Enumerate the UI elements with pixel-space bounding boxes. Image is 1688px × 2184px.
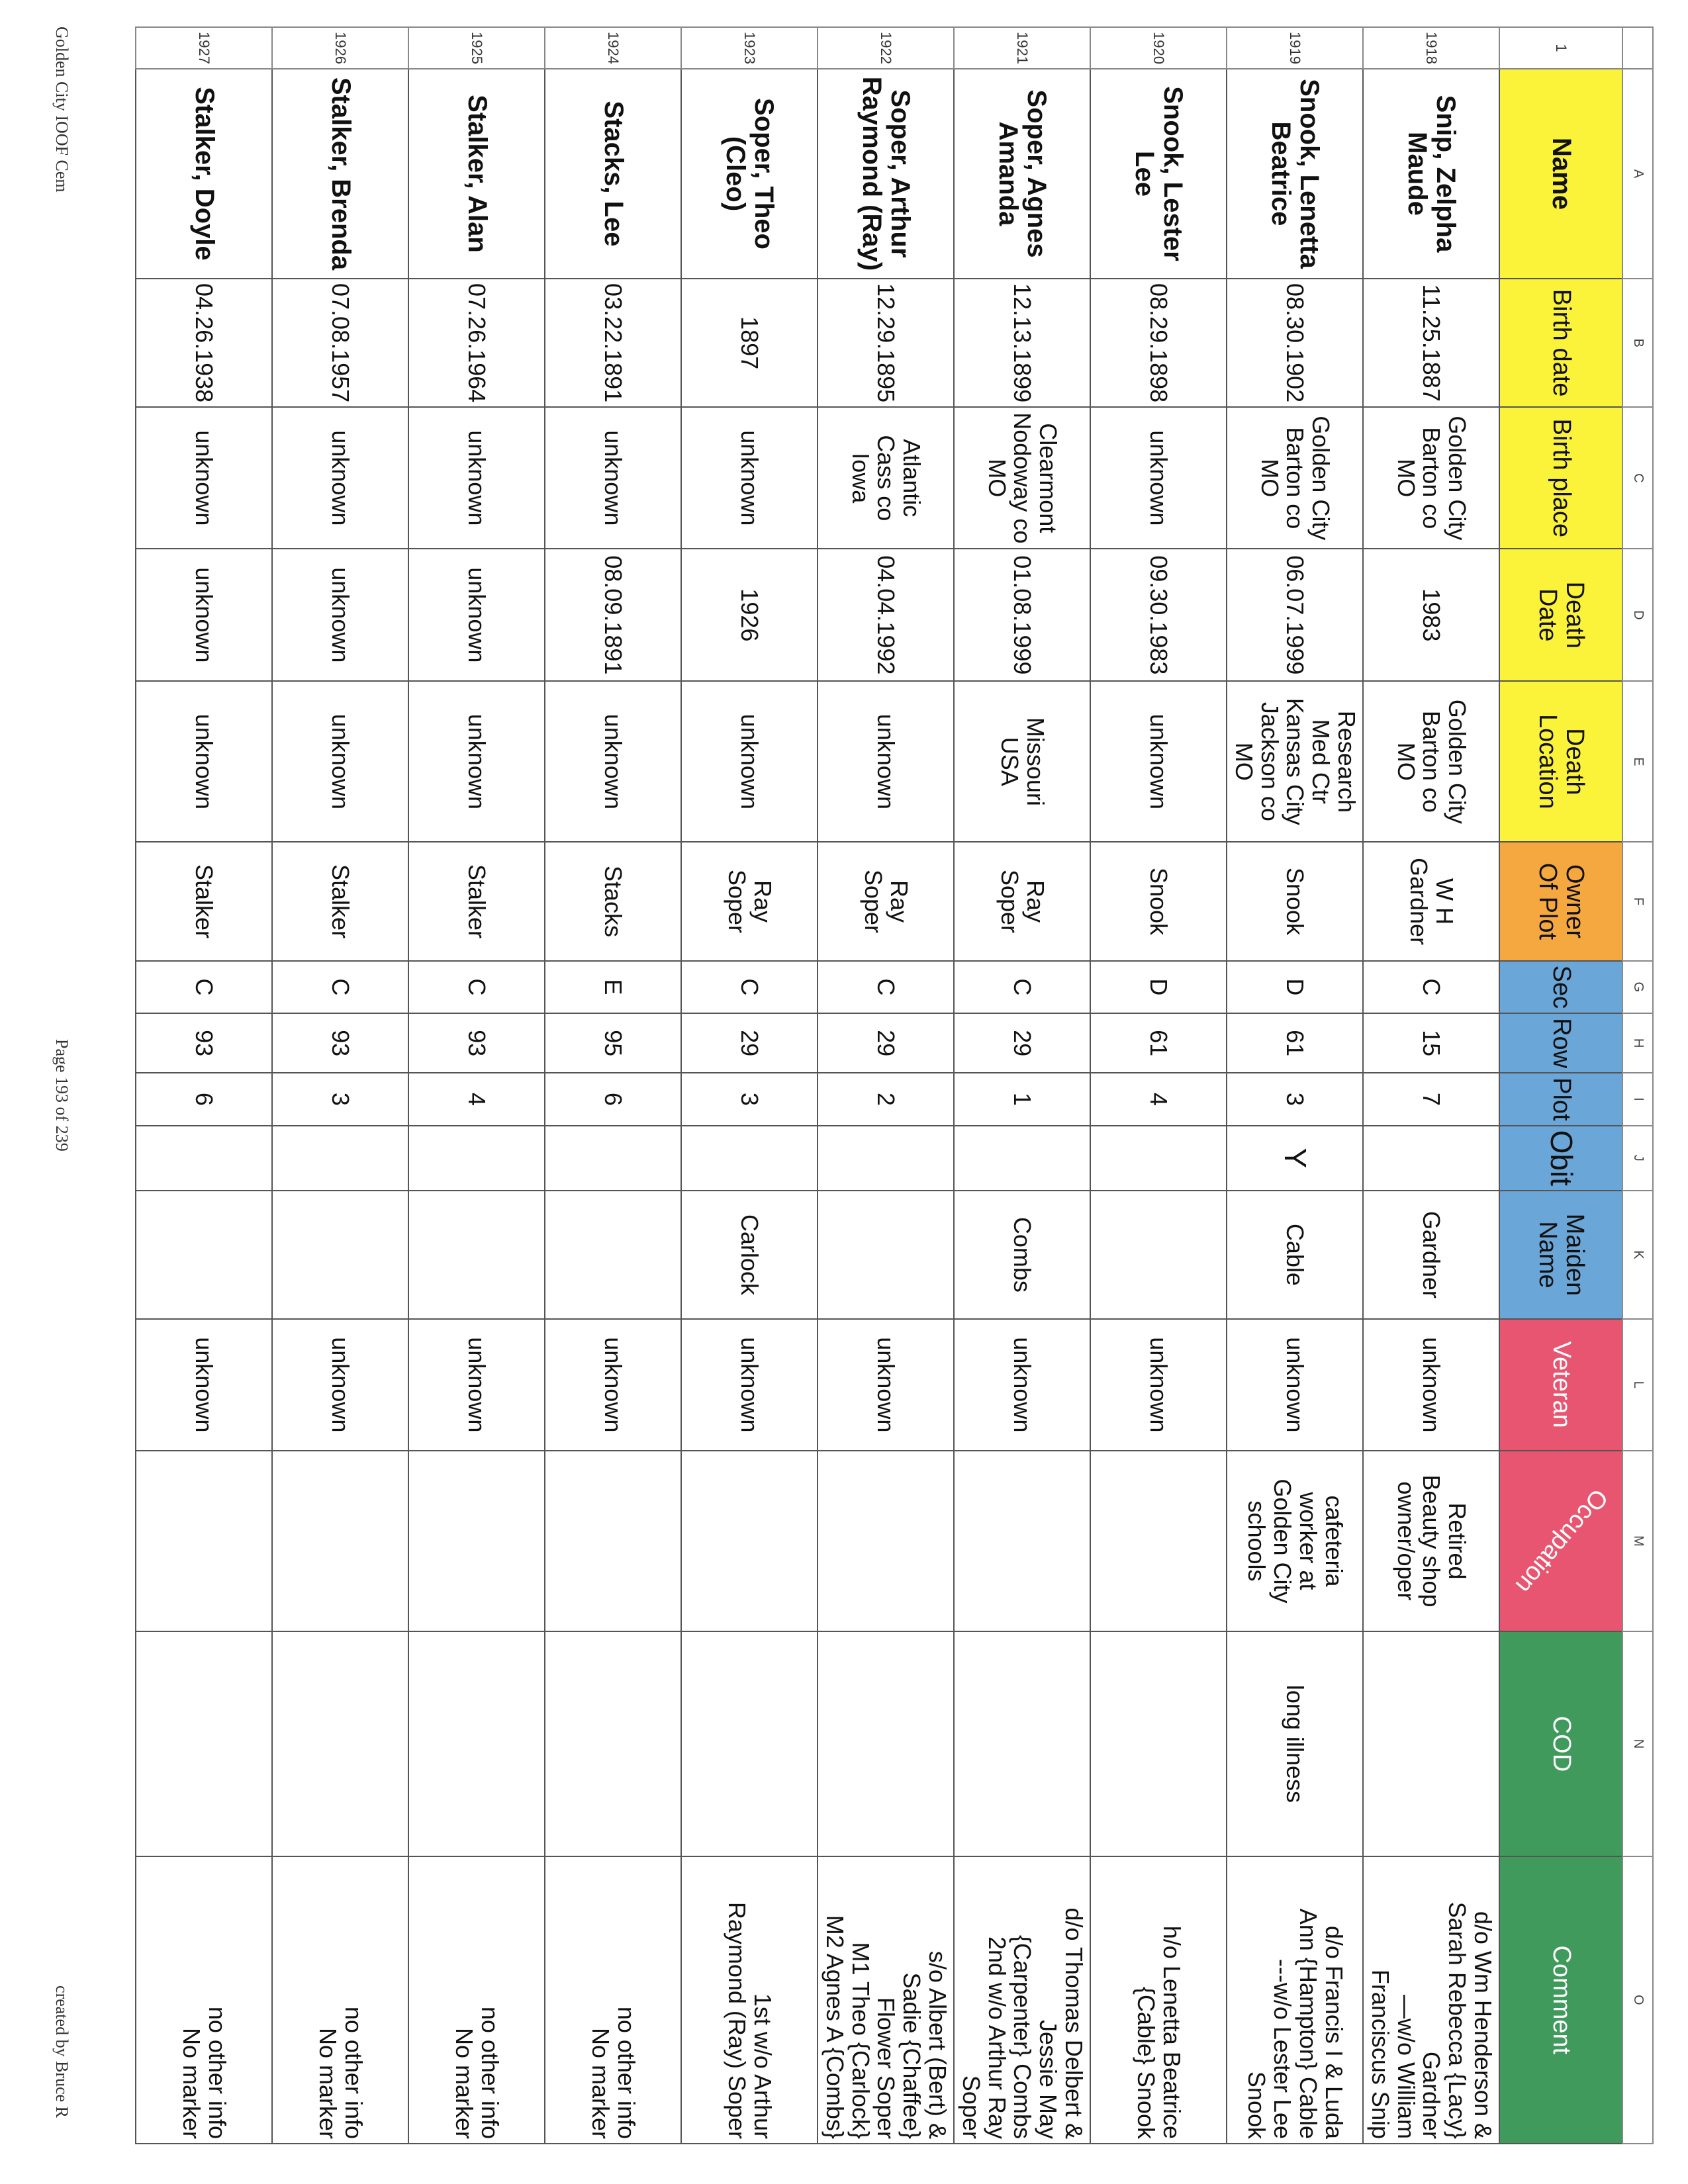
header-owner-of-plot: Owner Of Plot <box>1499 842 1622 960</box>
cell-plot: 3 <box>1227 1073 1363 1125</box>
cell-maiden-name <box>408 1191 545 1319</box>
header-obit: Obit <box>1499 1126 1622 1191</box>
header-row <box>1499 27 1622 2144</box>
cell-plot: 3 <box>681 1073 818 1125</box>
cell-death-location: unknown <box>818 681 954 842</box>
cell-obit <box>818 1126 954 1191</box>
cell-death-date: 04.04.1992 <box>818 549 954 681</box>
cell-owner-of-plot: Stacks <box>545 842 681 960</box>
cell-cod <box>272 1631 408 1856</box>
cell-occupation <box>1090 1451 1227 1631</box>
cell-sec: C <box>1363 961 1499 1013</box>
row-number: 1926 <box>272 27 408 69</box>
cell-obit <box>681 1126 818 1191</box>
cell-obit <box>272 1126 408 1191</box>
cell-veteran: unknown <box>408 1319 545 1451</box>
cell-sec: D <box>1090 961 1227 1013</box>
cell-name: Stalker, Doyle <box>136 69 272 279</box>
cell-sec: C <box>818 961 954 1013</box>
cell-owner-of-plot: W H Gardner <box>1363 842 1499 960</box>
cell-row: 29 <box>681 1013 818 1073</box>
cell-death-date: 1983 <box>1363 549 1499 681</box>
cell-death-date: 09.30.1983 <box>1090 549 1227 681</box>
cell-comment: no other info No marker <box>408 1856 545 2144</box>
column-letter: F <box>1622 842 1653 960</box>
row-number: 1919 <box>1227 27 1363 69</box>
cell-name: Stalker, Brenda <box>272 69 408 279</box>
table-row <box>408 27 545 2144</box>
cell-death-location: unknown <box>272 681 408 842</box>
cell-cod: long illness <box>1227 1631 1363 1856</box>
table-row <box>1363 27 1499 2144</box>
cell-death-location: Missouri USA <box>954 681 1090 842</box>
cell-birth-place: unknown <box>545 407 681 549</box>
cell-comment: d/o Thomas Delbert & Jessie May {Carpenter} Combs 2nd w/o Arthur Ray Soper <box>954 1856 1090 2144</box>
row-number: 1921 <box>954 27 1090 69</box>
cell-veteran: unknown <box>818 1319 954 1451</box>
cell-owner-of-plot: Snook <box>1227 842 1363 960</box>
header-sec: Sec <box>1499 961 1622 1013</box>
column-letter: J <box>1622 1126 1653 1191</box>
cell-death-date: unknown <box>272 549 408 681</box>
cell-name: Stacks, Lee <box>545 69 681 279</box>
header-death-location: Death Location <box>1499 681 1622 842</box>
column-letter: H <box>1622 1013 1653 1073</box>
cell-owner-of-plot: Ray Soper <box>818 842 954 960</box>
cell-maiden-name <box>1090 1191 1227 1319</box>
cell-maiden-name: Gardner <box>1363 1191 1499 1319</box>
cell-comment: no other info No marker <box>136 1856 272 2144</box>
cell-obit <box>136 1126 272 1191</box>
footer-cemetery-name: Golden City IOOF Cem <box>52 26 71 193</box>
cell-row: 93 <box>272 1013 408 1073</box>
cell-comment: d/o Wm Henderson & Sarah Rebecca {Lacy} Gardner —w/o William Franciscus Snip <box>1363 1856 1499 2144</box>
cell-death-location: Research Med Ctr Kansas City Jackson co MO <box>1227 681 1363 842</box>
cell-birth-date: 03.22.1891 <box>545 279 681 407</box>
cell-row: 61 <box>1227 1013 1363 1073</box>
cell-maiden-name <box>545 1191 681 1319</box>
header-birth-place: Birth place <box>1499 407 1622 549</box>
cell-row: 15 <box>1363 1013 1499 1073</box>
cell-cod <box>545 1631 681 1856</box>
cell-death-date: 01.08.1999 <box>954 549 1090 681</box>
cemetery-records-table <box>135 26 1654 2144</box>
row-number: 1922 <box>818 27 954 69</box>
row-number: 1927 <box>136 27 272 69</box>
cell-name: Stalker, Alan <box>408 69 545 279</box>
cell-cod <box>818 1631 954 1856</box>
cell-name: Snook, Lenetta Beatrice <box>1227 69 1363 279</box>
column-letter: B <box>1622 279 1653 407</box>
cell-birth-date: 08.30.1902 <box>1227 279 1363 407</box>
header-plot: Plot <box>1499 1073 1622 1125</box>
cell-veteran: unknown <box>681 1319 818 1451</box>
row-number: 1920 <box>1090 27 1227 69</box>
cell-sec: C <box>408 961 545 1013</box>
cell-row: 93 <box>136 1013 272 1073</box>
cell-birth-place: Golden City Barton co MO <box>1363 407 1499 549</box>
cell-plot: 2 <box>818 1073 954 1125</box>
cell-veteran: unknown <box>136 1319 272 1451</box>
cell-death-date: 1926 <box>681 549 818 681</box>
cell-sec: C <box>272 961 408 1013</box>
cell-cod <box>681 1631 818 1856</box>
cell-maiden-name: Combs <box>954 1191 1090 1319</box>
column-letter: N <box>1622 1631 1653 1856</box>
cell-death-location: unknown <box>408 681 545 842</box>
cell-occupation: Retired Beauty shop owner/oper <box>1363 1451 1499 1631</box>
header-occupation <box>1499 1451 1622 1631</box>
cell-owner-of-plot: Stalker <box>136 842 272 960</box>
row-number: 1 <box>1499 27 1622 69</box>
footer-page-number: Page 193 of 239 <box>52 1039 71 1152</box>
cell-birth-date: 04.26.1938 <box>136 279 272 407</box>
cell-veteran: unknown <box>1227 1319 1363 1451</box>
cell-owner-of-plot: Stalker <box>272 842 408 960</box>
cell-veteran: unknown <box>1363 1319 1499 1451</box>
cell-birth-date: 08.29.1898 <box>1090 279 1227 407</box>
cell-death-location: unknown <box>681 681 818 842</box>
cell-veteran: unknown <box>272 1319 408 1451</box>
cell-cod <box>408 1631 545 1856</box>
header-birth-date: Birth date <box>1499 279 1622 407</box>
column-letter: M <box>1622 1451 1653 1631</box>
cell-occupation <box>408 1451 545 1631</box>
cell-birth-date: 12.13.1899 <box>954 279 1090 407</box>
cell-birth-place: Clearmont Nodoway co MO <box>954 407 1090 549</box>
table-row <box>818 27 954 2144</box>
cell-death-location: unknown <box>545 681 681 842</box>
cell-sec: C <box>136 961 272 1013</box>
cell-birth-place: unknown <box>408 407 545 549</box>
cell-birth-place: unknown <box>136 407 272 549</box>
cell-cod <box>954 1631 1090 1856</box>
cell-row: 93 <box>408 1013 545 1073</box>
column-letter: O <box>1622 1856 1653 2144</box>
corner-cell <box>1622 27 1653 69</box>
cell-sec: C <box>954 961 1090 1013</box>
table-row <box>1090 27 1227 2144</box>
cell-birth-date: 12.29.1895 <box>818 279 954 407</box>
cell-death-location: unknown <box>1090 681 1227 842</box>
table-row <box>272 27 408 2144</box>
cell-comment: no other info No marker <box>272 1856 408 2144</box>
cell-cod <box>136 1631 272 1856</box>
cell-obit <box>1090 1126 1227 1191</box>
spreadsheet-page <box>32 26 1654 2144</box>
cell-plot: 7 <box>1363 1073 1499 1125</box>
table-row <box>681 27 818 2144</box>
cell-birth-date: 07.08.1957 <box>272 279 408 407</box>
header-occupation-label: Occupation <box>1509 1483 1613 1599</box>
header-name: Name <box>1499 69 1622 279</box>
table-row <box>136 27 272 2144</box>
cell-plot: 6 <box>136 1073 272 1125</box>
cell-row: 29 <box>818 1013 954 1073</box>
cell-owner-of-plot: Snook <box>1090 842 1227 960</box>
cell-sec: D <box>1227 961 1363 1013</box>
cell-plot: 3 <box>272 1073 408 1125</box>
cell-occupation <box>818 1451 954 1631</box>
cell-birth-place: unknown <box>681 407 818 549</box>
cell-comment: d/o Francis I & Luda Ann {Hampton} Cable ---w/o Lester Lee Snook <box>1227 1856 1363 2144</box>
column-letter: L <box>1622 1319 1653 1451</box>
column-letter: D <box>1622 549 1653 681</box>
cell-comment: 1st w/o Arthur Raymond (Ray) Soper <box>681 1856 818 2144</box>
cell-occupation <box>545 1451 681 1631</box>
cell-comment: h/o Lenetta Beatrice {Cable} Snook <box>1090 1856 1227 2144</box>
header-row: Row <box>1499 1013 1622 1073</box>
header-death-date: Death Date <box>1499 549 1622 681</box>
cell-owner-of-plot: Ray Soper <box>954 842 1090 960</box>
cell-birth-date: 11.25.1887 <box>1363 279 1499 407</box>
cell-plot: 4 <box>408 1073 545 1125</box>
cell-sec: C <box>681 961 818 1013</box>
cell-obit <box>954 1126 1090 1191</box>
cell-name: Snook, Lester Lee <box>1090 69 1227 279</box>
cell-maiden-name: Cable <box>1227 1191 1363 1319</box>
header-veteran: Veteran <box>1499 1319 1622 1451</box>
row-number: 1925 <box>408 27 545 69</box>
cell-name: Snip, Zelpha Maude <box>1363 69 1499 279</box>
header-cod: COD <box>1499 1631 1622 1856</box>
column-letter: G <box>1622 961 1653 1013</box>
column-letter: I <box>1622 1073 1653 1125</box>
cell-name: Soper, Agnes Amanda <box>954 69 1090 279</box>
cell-birth-place: unknown <box>1090 407 1227 549</box>
cell-sec: E <box>545 961 681 1013</box>
cell-row: 29 <box>954 1013 1090 1073</box>
cell-veteran: unknown <box>954 1319 1090 1451</box>
cell-name: Soper, Theo (Cleo) <box>681 69 818 279</box>
row-number: 1924 <box>545 27 681 69</box>
cell-occupation <box>681 1451 818 1631</box>
column-letter: A <box>1622 69 1653 279</box>
cell-name: Soper, Arthur Raymond (Ray) <box>818 69 954 279</box>
cell-comment: no other info No marker <box>545 1856 681 2144</box>
cell-death-date: unknown <box>408 549 545 681</box>
cell-owner-of-plot: Ray Soper <box>681 842 818 960</box>
column-letter: C <box>1622 407 1653 549</box>
cell-occupation <box>136 1451 272 1631</box>
cell-death-location: Golden City Barton co MO <box>1363 681 1499 842</box>
cell-death-date: unknown <box>136 549 272 681</box>
cell-veteran: unknown <box>1090 1319 1227 1451</box>
cell-obit <box>1363 1126 1499 1191</box>
cell-birth-date: 07.26.1964 <box>408 279 545 407</box>
column-letter-row <box>1622 27 1653 2144</box>
cell-maiden-name: Carlock <box>681 1191 818 1319</box>
cell-cod <box>1090 1631 1227 1856</box>
cell-plot: 6 <box>545 1073 681 1125</box>
row-number: 1918 <box>1363 27 1499 69</box>
footer-author: created by Bruce R <box>52 1985 71 2118</box>
cell-comment: s/o Albert (Bert) & Sadie {Chaffee} Flower Soper M1 Theo {Carlock} M2 Agnes A {Combs} <box>818 1856 954 2144</box>
cell-obit <box>408 1126 545 1191</box>
cell-plot: 4 <box>1090 1073 1227 1125</box>
cell-maiden-name <box>272 1191 408 1319</box>
column-letter: E <box>1622 681 1653 842</box>
cell-owner-of-plot: Stalker <box>408 842 545 960</box>
cell-birth-date: 1897 <box>681 279 818 407</box>
table-row <box>1227 27 1363 2144</box>
column-letter: K <box>1622 1191 1653 1319</box>
cell-death-location: unknown <box>136 681 272 842</box>
cell-veteran: unknown <box>545 1319 681 1451</box>
cell-maiden-name <box>136 1191 272 1319</box>
cell-occupation: cafeteria worker at Golden City schools <box>1227 1451 1363 1631</box>
header-maiden-name: Maiden Name <box>1499 1191 1622 1319</box>
cell-obit <box>545 1126 681 1191</box>
cell-birth-place: Golden City Barton co MO <box>1227 407 1363 549</box>
cell-death-date: 06.07.1999 <box>1227 549 1363 681</box>
cell-death-date: 08.09.1891 <box>545 549 681 681</box>
table-row <box>545 27 681 2144</box>
cell-cod <box>1363 1631 1499 1856</box>
cell-plot: 1 <box>954 1073 1090 1125</box>
cell-obit: Y <box>1227 1126 1363 1191</box>
header-comment: Comment <box>1499 1856 1622 2144</box>
cell-occupation <box>272 1451 408 1631</box>
cell-birth-place: unknown <box>272 407 408 549</box>
cell-maiden-name <box>818 1191 954 1319</box>
table-row <box>954 27 1090 2144</box>
cell-row: 61 <box>1090 1013 1227 1073</box>
cell-birth-place: Atlantic Cass co Iowa <box>818 407 954 549</box>
cell-row: 95 <box>545 1013 681 1073</box>
row-number: 1923 <box>681 27 818 69</box>
cell-occupation <box>954 1451 1090 1631</box>
